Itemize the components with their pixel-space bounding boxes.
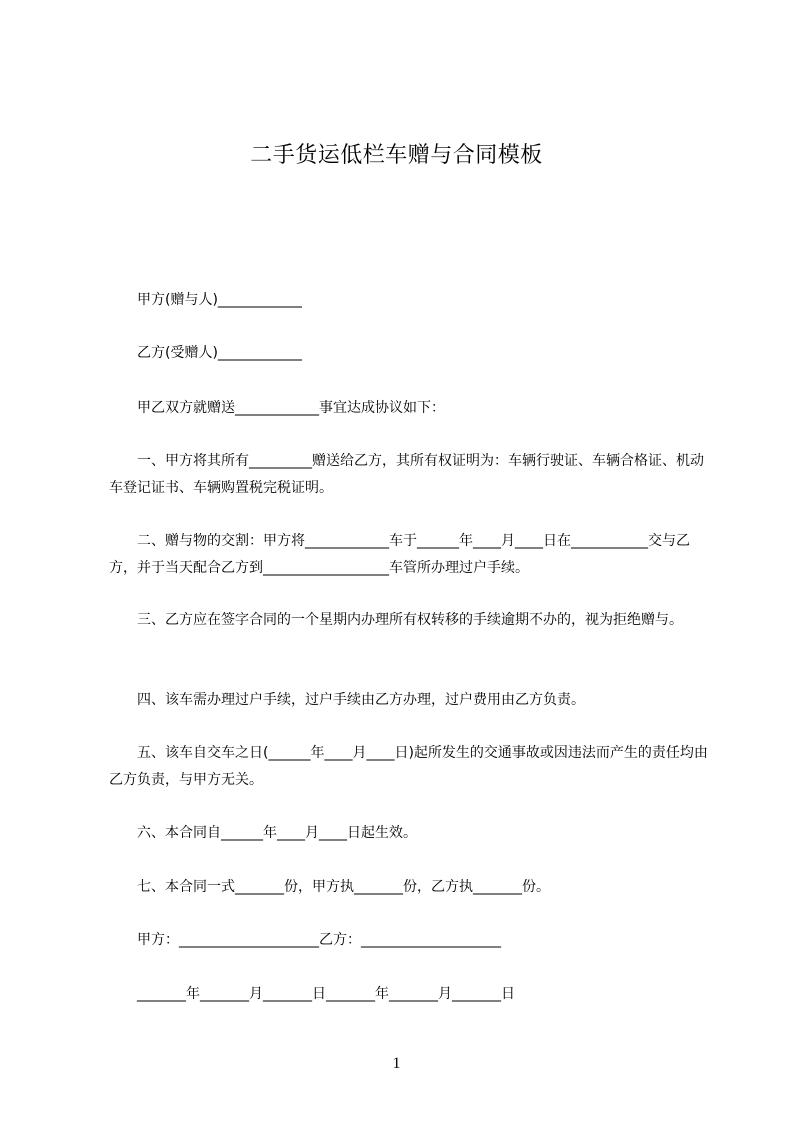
clause-3: 三、乙方应在签字合同的一个星期内办理所有权转移的手续逾期不办的，视为拒绝赠与。 [109, 612, 683, 628]
page-title: 二手货运低栏车赠与合同模板 [250, 143, 543, 168]
clause-4: 四、该车需办理过户手续，过户手续由乙方办理，过户费用由乙方负责。 [109, 692, 585, 708]
clause-6: 六、本合同自______年____月____日起生效。 [109, 825, 417, 841]
party-a-line: 甲方(赠与人)____________ [109, 292, 302, 308]
clause-7: 七、本合同一式_______份，甲方执_______份，乙方执_______份。 [109, 879, 550, 895]
party-b-line: 乙方(受赠人)____________ [109, 345, 302, 361]
signature-line: 甲方：____________________乙方：____________________ [109, 932, 501, 948]
clause-2: 二、赠与物的交割：甲方将____________车于______年____月____日在___________交与乙方，并于当天配合乙方到__________________车管所办理过户手续。 [109, 533, 690, 576]
date-line: _______年_______月_______日_______年_______月_______日 [109, 986, 515, 1002]
clause-1: 一、甲方将其所有_________赠送给乙方，其所有权证明为：车辆行驶证、车辆合格证、机动车登记证书、车辆购置税完税证明。 [109, 453, 704, 496]
clause-5: 五、该车自交车之日(______年____月____日)起所发生的交通事故或因违法而产生的责任均由乙方负责，与甲方无关。 [109, 745, 708, 788]
page-number: 1 [392, 1055, 401, 1072]
agreement-intro: 甲乙双方就赠送____________事宜达成协议如下： [109, 400, 445, 416]
